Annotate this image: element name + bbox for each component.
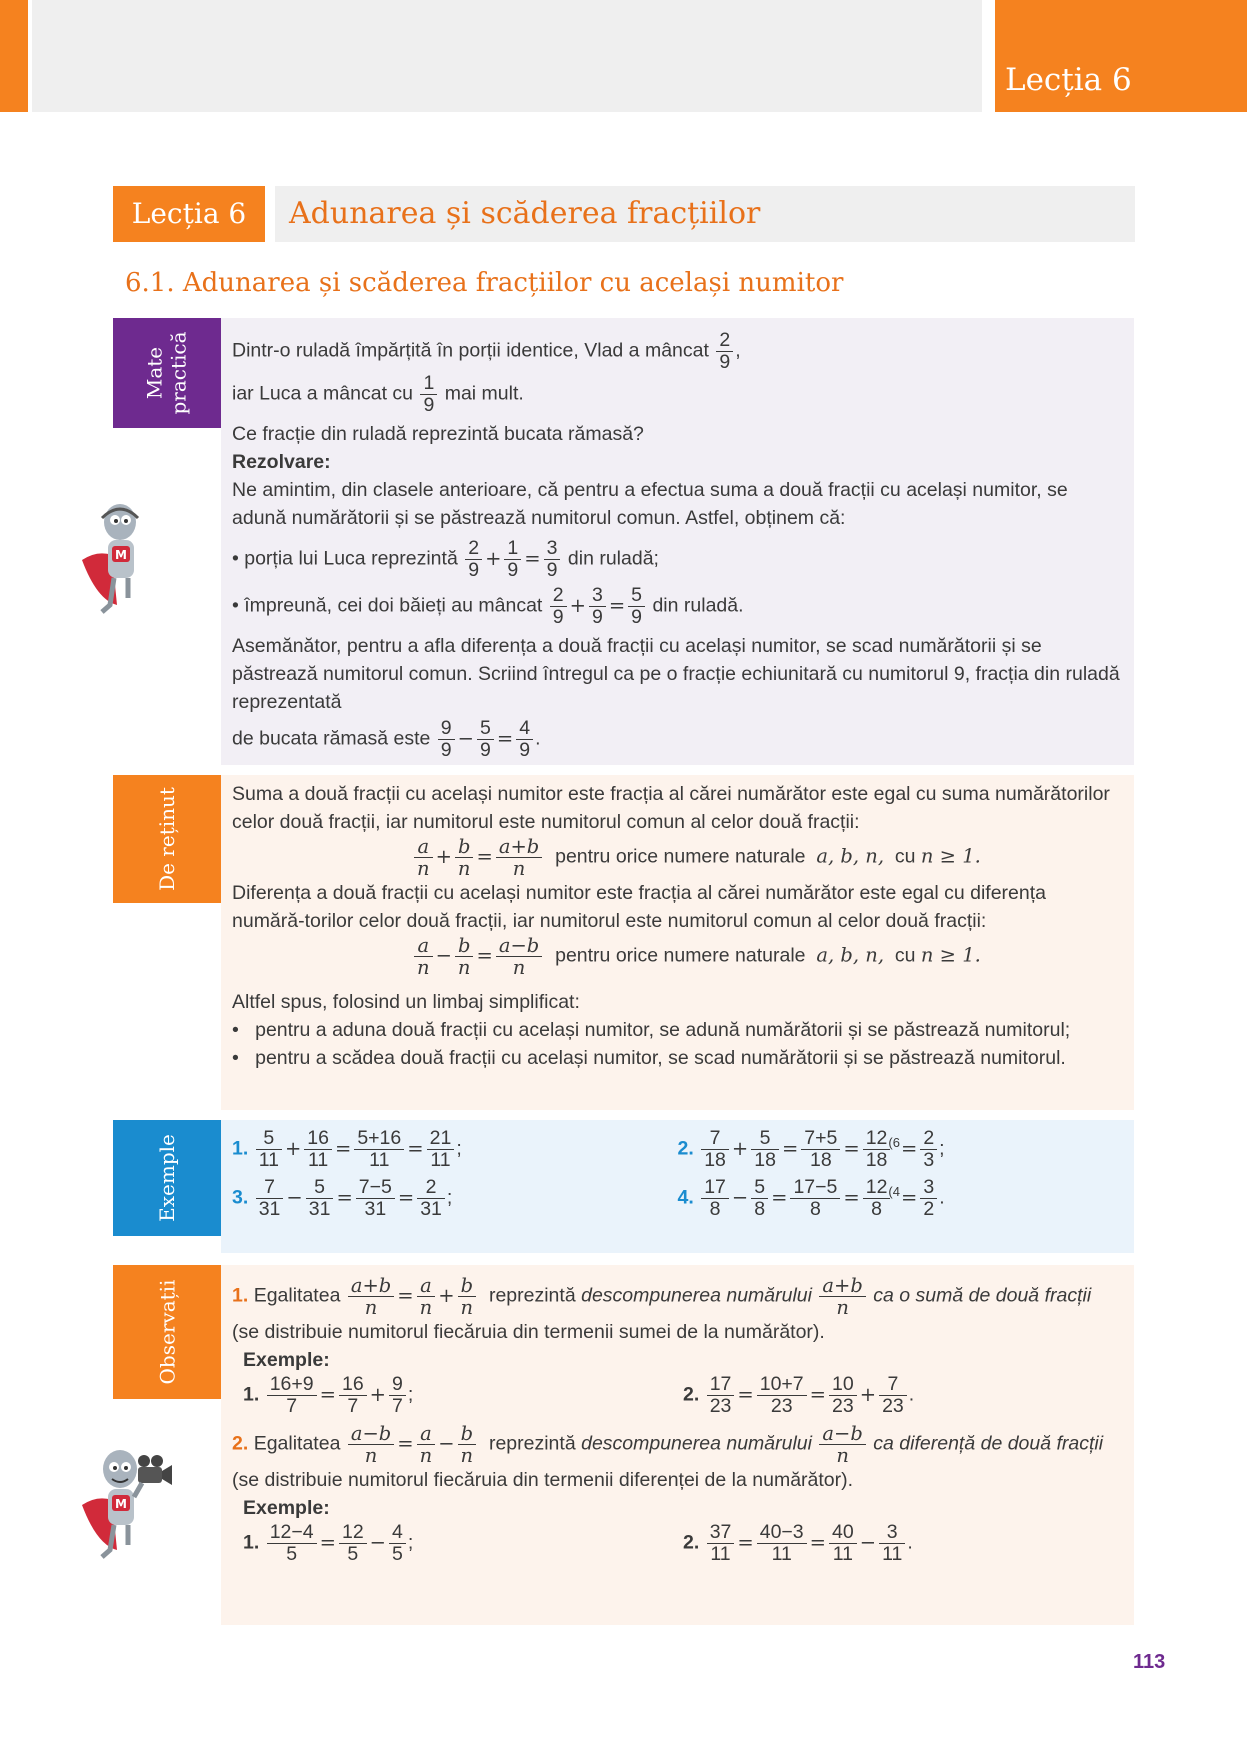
- practice-line2: iar Luca a mâncat cu $\frac{1}{9}$ mai mult.: [232, 372, 524, 417]
- observation-1-examples-label: Exemple:: [243, 1349, 330, 1372]
- tab-practice-label: Mate practică: [142, 331, 191, 415]
- observation-2-example-2: 2. $\frac{37}{11}$ = $\frac{40-3}{11}$ = $\frac{40}{11}$ − $\frac{3}{11}$ .: [683, 1521, 913, 1566]
- section-title: 6.1. Adunarea și scăderea fracțiilor cu același numitor: [125, 268, 844, 298]
- tab-examples-label: Exemple: [155, 1134, 179, 1222]
- header-lesson-label: Lecția 6: [1005, 62, 1132, 98]
- lesson-title: Adunarea și scăderea fracțiilor: [275, 186, 1135, 242]
- lesson-badge: Lecția 6: [113, 186, 265, 242]
- examples-box: [221, 1120, 1134, 1253]
- tab-examples: [113, 1120, 221, 1236]
- remember-bullet-2: • pentru a scădea două fracții cu același numitor, se scad numărătorii și se păstrează numitorul.: [232, 1047, 1066, 1070]
- fraction: $\frac{2}{9}$: [716, 330, 733, 373]
- mascot-robot-camera-icon: [72, 1445, 182, 1565]
- example-4: 4. $\frac{17}{8}$ − $\frac{5}{8}$ = $\frac{17-5}{8}$ = $\frac{12}{8}$ $^{(4}$= $\frac{3}{2}$ .: [677, 1176, 945, 1221]
- solution-difference: Asemănător, pentru a afla diferența a două fracții cu același numitor, se scad numărătorii și se păstrează numitorul comun. Scriind întregul ca pe o fracție echiunitară cu numitorul 9, fracția din ruladă reprezentată: [232, 635, 1120, 714]
- svg-text:M: M: [115, 548, 127, 562]
- sum-formula: $\frac{a}{n}$ + $\frac{b}{n}$ = $\frac{a+b}{n}$ pentru orice numere naturale a, b, n, cu n ≥ 1.: [232, 836, 1123, 879]
- header-gray-bar: [32, 0, 982, 112]
- practice-question: Ce fracție din ruladă reprezintă bucata rămasă?: [232, 423, 644, 446]
- header-lesson-tab: [995, 0, 1247, 112]
- observation-2-example-1: 1. $\frac{12-4}{5}$ = $\frac{12}{5}$ − $\frac{4}{5}$ ;: [243, 1521, 414, 1566]
- tab-remember-label: De reținut: [154, 787, 179, 891]
- svg-text:M: M: [115, 1497, 127, 1511]
- tab-observations-label: Observații: [154, 1279, 179, 1385]
- practice-line1: Dintr-o ruladă împărțită în porții identice, Vlad a mâncat $\frac{2}{9}$ ,: [232, 329, 741, 374]
- tab-observations: [113, 1265, 221, 1399]
- observation-1-example-2: 2. $\frac{17}{23}$ = $\frac{10+7}{23}$ = $\frac{10}{23}$ + $\frac{7}{23}$ .: [683, 1373, 915, 1418]
- example-3: 3. $\frac{7}{31}$ − $\frac{5}{31}$ = $\frac{7-5}{31}$ = $\frac{2}{31}$ ;: [232, 1176, 453, 1221]
- remember-simplified: Altfel spus, folosind un limbaj simplificat:: [232, 991, 580, 1014]
- example-2: 2. $\frac{7}{18}$ + $\frac{5}{18}$ = $\frac{7+5}{18}$ = $\frac{12}{18}$ $^{(6}$= $\frac{2}{3}$ ;: [677, 1127, 945, 1172]
- difference-formula: $\frac{a}{n}$ − $\frac{b}{n}$ = $\frac{a-b}{n}$ pentru orice numere naturale a, b, n, cu n ≥ 1.: [232, 935, 1123, 978]
- observation-1-example-1: 1. $\frac{16+9}{7}$ = $\frac{16}{7}$ + $\frac{9}{7}$ ;: [243, 1373, 414, 1418]
- observation-2: 2. Egalitatea $\frac{a-b}{n}$ = $\frac{a}{n}$ − $\frac{b}{n}$ reprezintă descompunerea numărului $\frac{a-b}{n}$ ca diferență de două fracții: [232, 1422, 1104, 1468]
- observation-2-examples-label: Exemple:: [243, 1497, 330, 1520]
- solution-bullet-1: • porția lui Luca reprezintă $\frac{2}{9}$ + $\frac{1}{9}$ = $\frac{3}{9}$ din ruladă;: [232, 537, 659, 582]
- observation-1-note: (se distribuie numitorul fiecăruia din termenii sumei de la numărător).: [232, 1321, 825, 1344]
- fraction: $\frac{1}{9}$: [420, 373, 437, 416]
- solution-result: de bucata rămasă este $\frac{9}{9}$ − $\frac{5}{9}$ = $\frac{4}{9}$ .: [232, 717, 541, 762]
- remember-box: [221, 775, 1134, 1110]
- header-left-bar: [0, 0, 28, 112]
- remember-difference-definition: Diferența a două fracții cu același numitor este fracția al cărei numărător este egal cu diferența numără-torilor celor două fracții, iar numitorul este numitorul comun al celor două fracții:: [232, 882, 1047, 933]
- tab-remember: [113, 775, 221, 903]
- observations-box: [221, 1265, 1134, 1625]
- observation-2-note: (se distribuie numitorul fiecăruia din termenii diferenței de la numărător).: [232, 1469, 854, 1492]
- mascot-robot-icon: [72, 500, 162, 620]
- practice-box: [221, 318, 1134, 765]
- remember-bullet-1: • pentru a aduna două fracții cu același numitor, se adună numărătorii și se păstrează numitorul;: [232, 1019, 1071, 1042]
- remember-sum-definition: Suma a două fracții cu același numitor este fracția al cărei numărător este egal cu suma numărătorilor celor două fracții, iar numitorul este numitorul comun al celor două fracții:: [232, 783, 1110, 833]
- page-number: 113: [1133, 1651, 1166, 1673]
- tab-practice: [113, 318, 221, 428]
- observation-1: 1. Egalitatea $\frac{a+b}{n}$ = $\frac{a}{n}$ + $\frac{b}{n}$ reprezintă descompunerea numărului $\frac{a+b}{n}$ ca o sumă de două fracții: [232, 1274, 1092, 1320]
- solution-intro: Ne amintim, din clasele anterioare, că pentru a efectua suma a două fracții cu același numitor, se adună numărătorii și se păstrează numitorul comun. Astfel, obținem că:: [232, 479, 1068, 530]
- solution-bullet-2: • împreună, cei doi băieți au mâncat $\frac{2}{9}$ + $\frac{3}{9}$ = $\frac{5}{9}$ din ruladă.: [232, 584, 744, 629]
- solution-label: Rezolvare:: [232, 451, 331, 474]
- example-1: 1. $\frac{5}{11}$ + $\frac{16}{11}$ = $\frac{5+16}{11}$ = $\frac{21}{11}$ ;: [232, 1127, 462, 1172]
